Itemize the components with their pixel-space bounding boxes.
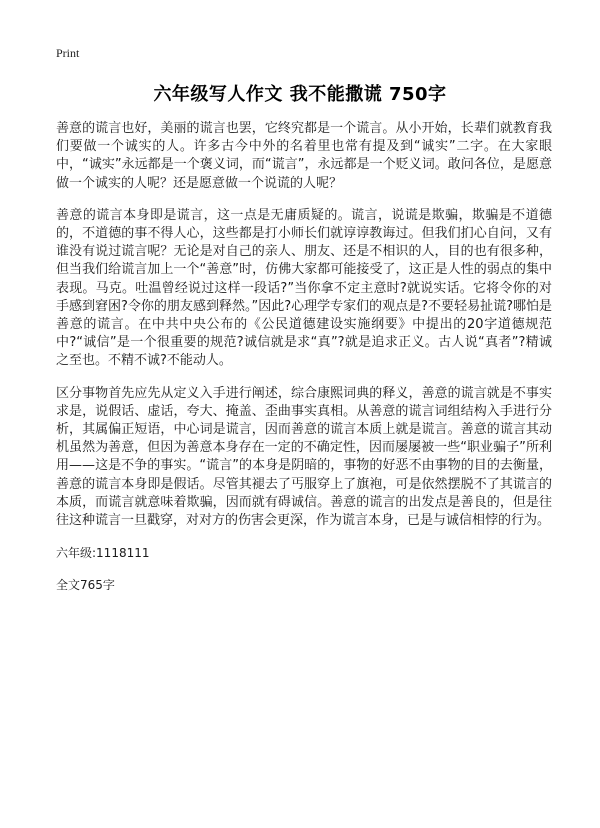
article-paragraph-2: 善意的谎言本身即是谎言，这一点是无庸质疑的。谎言，说谎是欺骗，欺骗是不道德的，不道德的事不得人心，这些都是打小师长们就谆谆教诲过。但我们扪心自问，又有谁没有说过谎言呢？无论是对自己的亲人、朋友、还是不相识的人，目的也有很多种，但当我们给谎言加上一个“善意”时，仿佛大家都可能接受了，这正是人性的弱点的集中表现。马克。吐温曾经说过这样一段话?”当你拿不定主意时?就说实话。它将令你的对手感到窘困?令你的朋友感到释然。”因此?心理学专家们的观点是?不要轻易扯谎?哪怕是善意的谎言。在中共中央公布的《公民道德建设实施纲要》中提出的20字道德规范中?“诚信”是一个很重要的规范?诚信就是求“真”?就是追求正义。古人说“真者”?精诚之至也。不精不诚?不能动人。 [56, 207, 552, 369]
article-paragraph-3: 区分事物首先应先从定义入手进行阐述，综合康熙词典的释义，善意的谎言就是不事实求是，说假话、虚话，夸大、掩盖、歪曲事实真相。从善意的谎言词组结构入手进行分析，其属偏正短语，中心词是谎言，因而善意的谎言本质上就是谎言。善意的谎言其动机虽然为善意，但因为善意本身存在一定的不确定性，因而屡屡被一些“职业骗子”所利用——这是不争的事实。“谎言”的本身是阴暗的，事物的好恶不由事物的目的去衡量，善意的谎言本身即是假话。尽管其褪去了丐服穿上了旗袍，可是依然摆脱不了其谎言的本质，而谎言就意味着欺骗，因而就有碍诚信。善意的谎言的出发点是善良的，但是往往这种谎言一旦戳穿，对对方的伤害会更深，作为谎言本身，已是与诚信相悖的行为。 [56, 385, 552, 529]
grade-info: 六年级:1118111 [56, 546, 150, 561]
page-title: 六年级写人作文 我不能撒谎 750字 [153, 84, 447, 105]
word-count: 全文765字 [56, 578, 115, 593]
print-link[interactable]: Print [56, 46, 80, 60]
article-body [56, 120, 552, 608]
article-paragraph-1: 善意的谎言也好，美丽的谎言也罢，它终究都是一个谎言。从小开始，长辈们就教育我们要做一个诚实的人。许多古今中外的名着里也常有提及到“诚实”二字。在大家眼中，“诚实”永远都是一个褒义词，而“谎言”，永远都是一个贬义词。敢问各位，是愿意做一个诚实的人呢？还是愿意做一个说谎的人呢？ [56, 121, 552, 191]
